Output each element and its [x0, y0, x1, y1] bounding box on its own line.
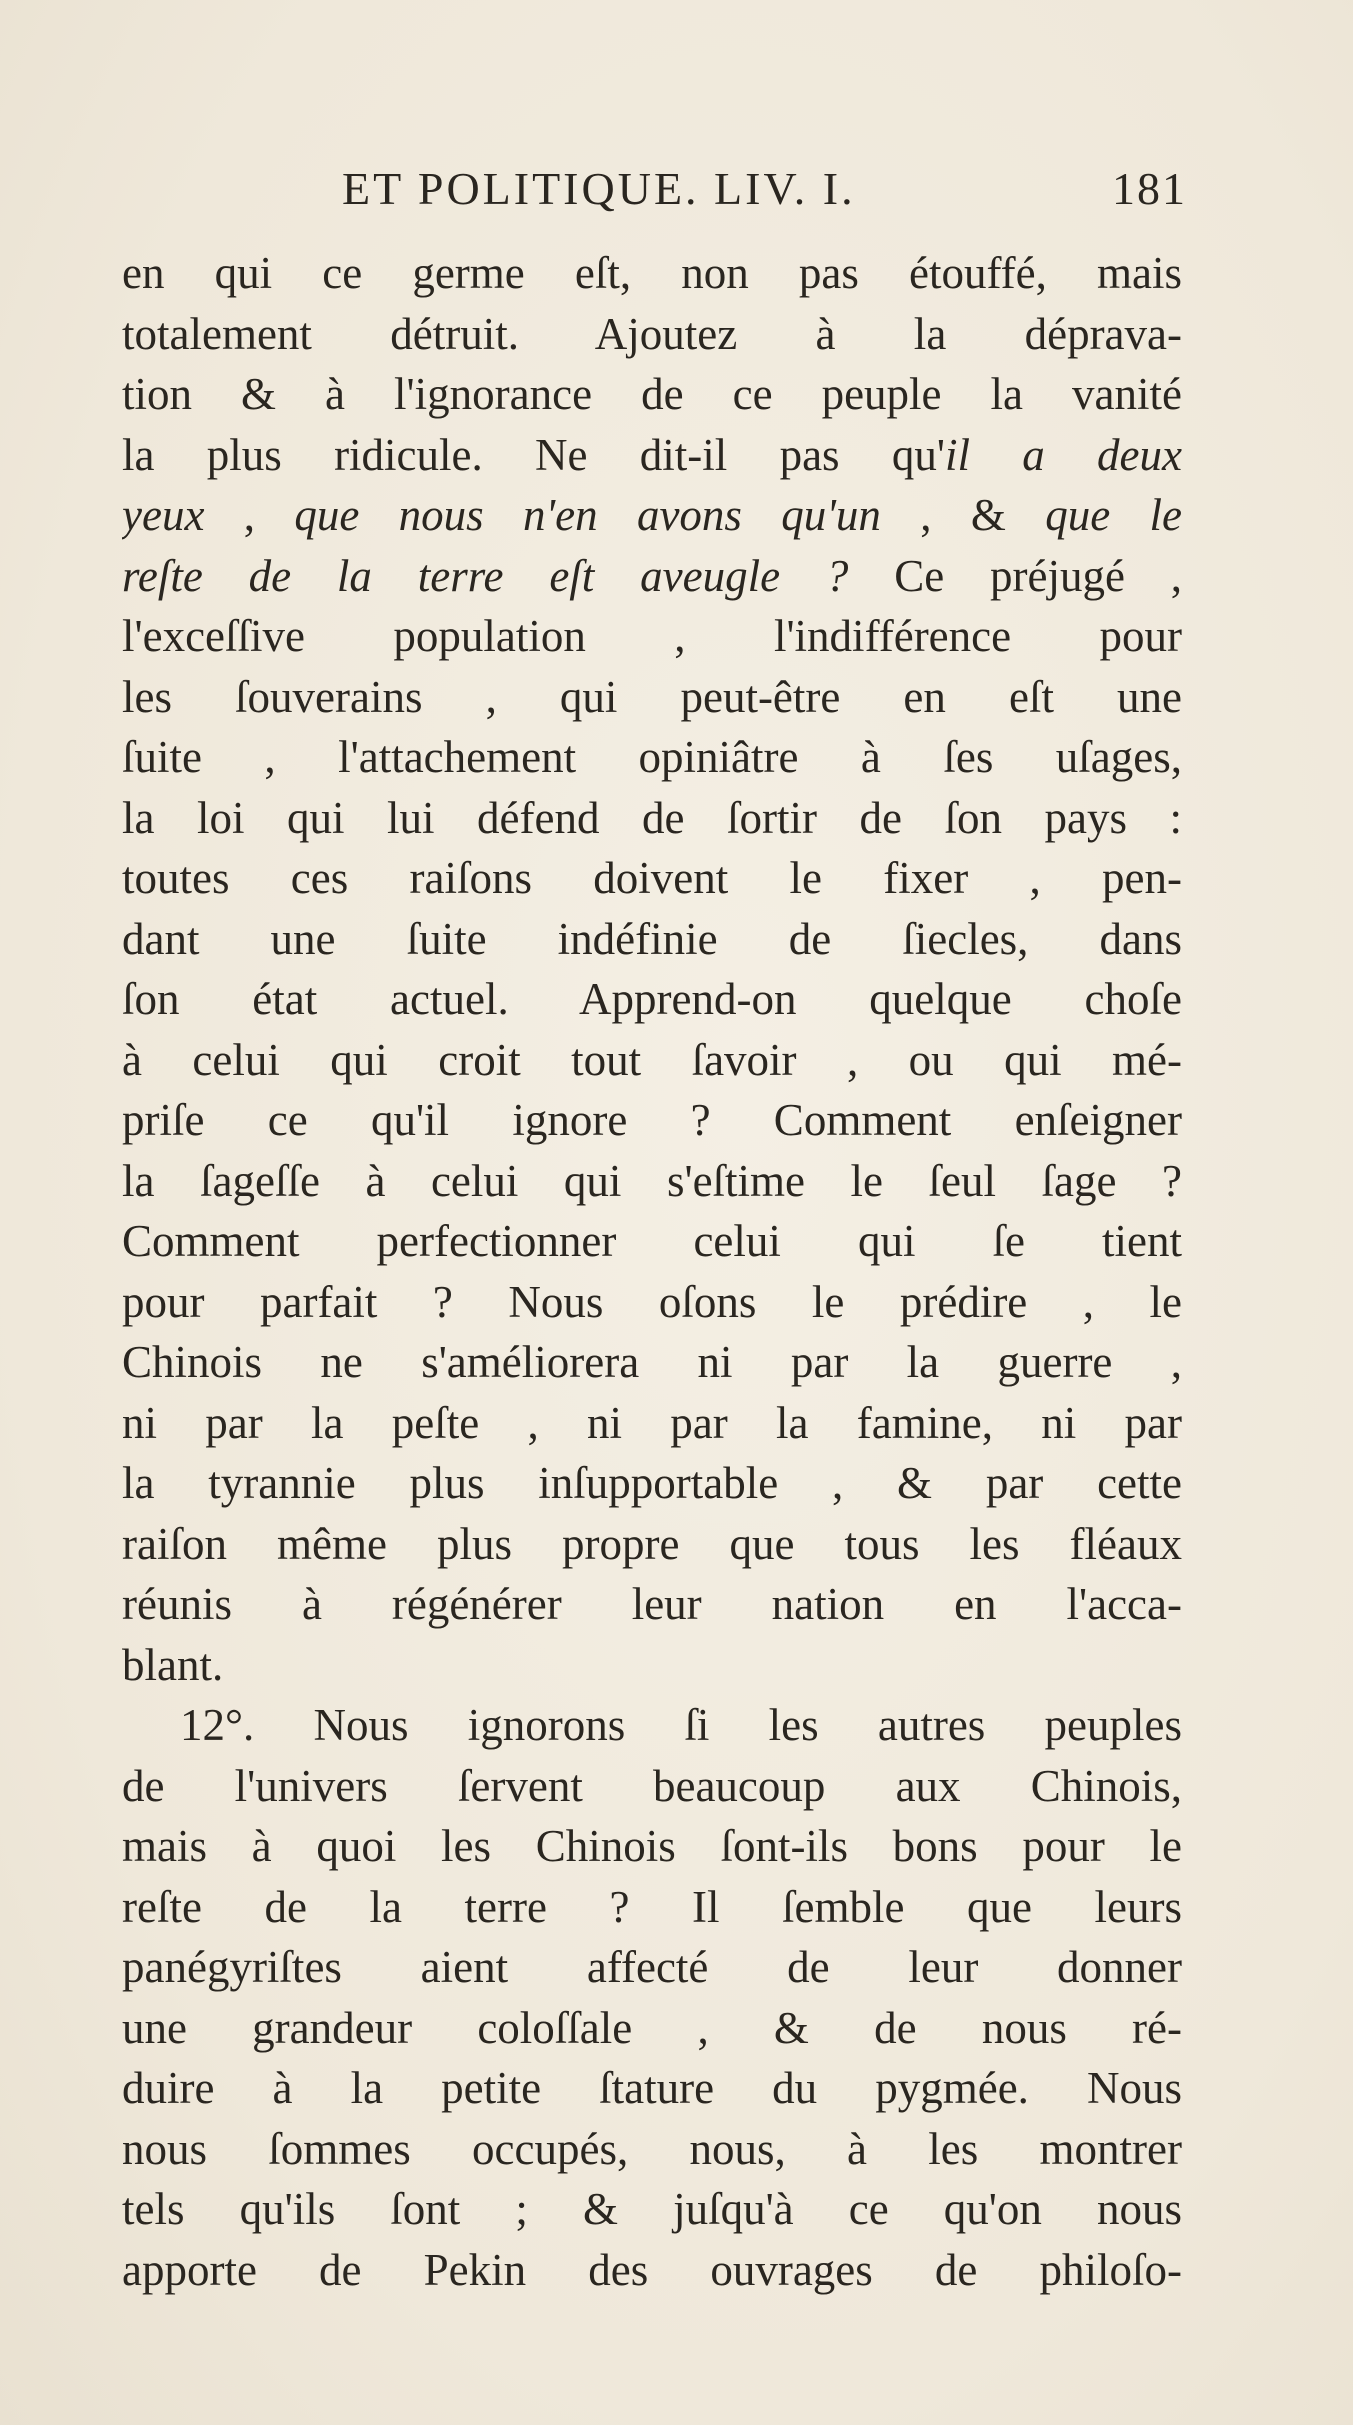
text-line — [122, 485, 1182, 546]
text-line: la tyrannie plus inſupportable , & par cette — [122, 1458, 1182, 1508]
text-line: une grandeur coloſſale , & de nous ré- — [122, 2002, 1182, 2053]
text-line: duire à la petite ſtature du pygmée. Nous — [122, 2063, 1182, 2113]
text-line: réunis à régénérer leur nation en l'acca- — [122, 1579, 1182, 1629]
text-span: totalement détruit. Ajoutez à la dépra — [122, 308, 1125, 359]
text-span: , & — [880, 490, 1046, 540]
text-line: à celui qui croit tout ſavoir , ou qui mé- — [122, 1034, 1182, 1085]
text-line: la loi qui lui défend de ſortir de ſon pays : — [122, 792, 1182, 843]
text-line: panégyriſtes aient affecté de leur donner — [122, 1942, 1182, 1992]
text-line — [122, 546, 1182, 607]
text-line: de l'univers ſervent beaucoup aux Chinois, — [122, 1760, 1182, 1811]
text-line: en qui ce germe eſt, non pas étouffé, mais — [122, 248, 1182, 298]
text-line: toutes ces raiſons doivent le fixer , pen- — [122, 853, 1182, 903]
text-line: tion & à l'ignorance de ce peuple la vanité — [122, 369, 1182, 419]
text-line: priſe ce qu'il ignore ? Comment enſeigner — [122, 1095, 1182, 1145]
text-line: Comment perfectionner celui qui ſe tient — [122, 1216, 1182, 1266]
text-span: Ce préjugé , — [848, 550, 1182, 601]
italic-span: il a deux — [944, 429, 1182, 480]
running-head — [342, 162, 1187, 222]
text-line: reſte de la terre ? Il ſemble que leurs — [122, 1881, 1182, 1932]
text-span: va- — [1124, 308, 1182, 359]
page-number: 181 — [1112, 163, 1187, 214]
text-line: dant une ſuite indéfinie de ſiecles, dans — [122, 913, 1182, 964]
text-line: ni par la peſte , ni par la famine, ni par — [122, 1397, 1182, 1448]
text-line: apporte de Pekin des ouvrages de philoſo- — [122, 2244, 1182, 2295]
text-span: la plus ridicule. Ne dit-il pas qu' — [122, 429, 945, 480]
text-line: tels qu'ils ſont ; & juſqu'à ce qu'on nous — [122, 2184, 1182, 2234]
italic-span: yeux — [122, 490, 205, 540]
italic-span: reſte de la terre eſt aveugle ? — [122, 550, 849, 601]
text-line — [122, 425, 1182, 486]
italic-span: que nous n'en avons qu'un — [294, 490, 881, 540]
text-line: Chinois ne s'améliorera ni par la guerre , — [122, 1337, 1182, 1387]
text-line: pour parfait ? Nous oſons le prédire , le — [122, 1276, 1182, 1327]
italic-span: que le — [1045, 490, 1182, 540]
text-line: la ſageſſe à celui qui s'eſtime le ſeul ſage ? — [122, 1155, 1182, 1206]
body-text — [122, 243, 1182, 2300]
paragraph-start-line: 12°. Nous ignorons ſi les autres peuples — [180, 1700, 1182, 1750]
text-line: blant. — [122, 1639, 224, 1690]
text-line: ſon état actuel. Apprend-on quelque choſe — [122, 974, 1182, 1024]
running-title: ET POLITIQUE. LIV. I. — [342, 163, 856, 214]
text-line: l'exceſſive population , l'indifférence pour — [122, 611, 1182, 661]
text-line — [122, 304, 1182, 365]
text-line: nous ſommes occupés, nous, à les montrer — [122, 2123, 1182, 2174]
text-line: mais à quoi les Chinois ſont-ils bons pour le — [122, 1821, 1182, 1871]
text-line: les ſouverains , qui peut-être en eſt une — [122, 671, 1182, 722]
text-line: raiſon même plus propre que tous les fléaux — [122, 1518, 1182, 1569]
text-span: , — [204, 490, 295, 540]
text-line: ſuite , l'attachement opiniâtre à ſes uſages, — [122, 732, 1182, 782]
